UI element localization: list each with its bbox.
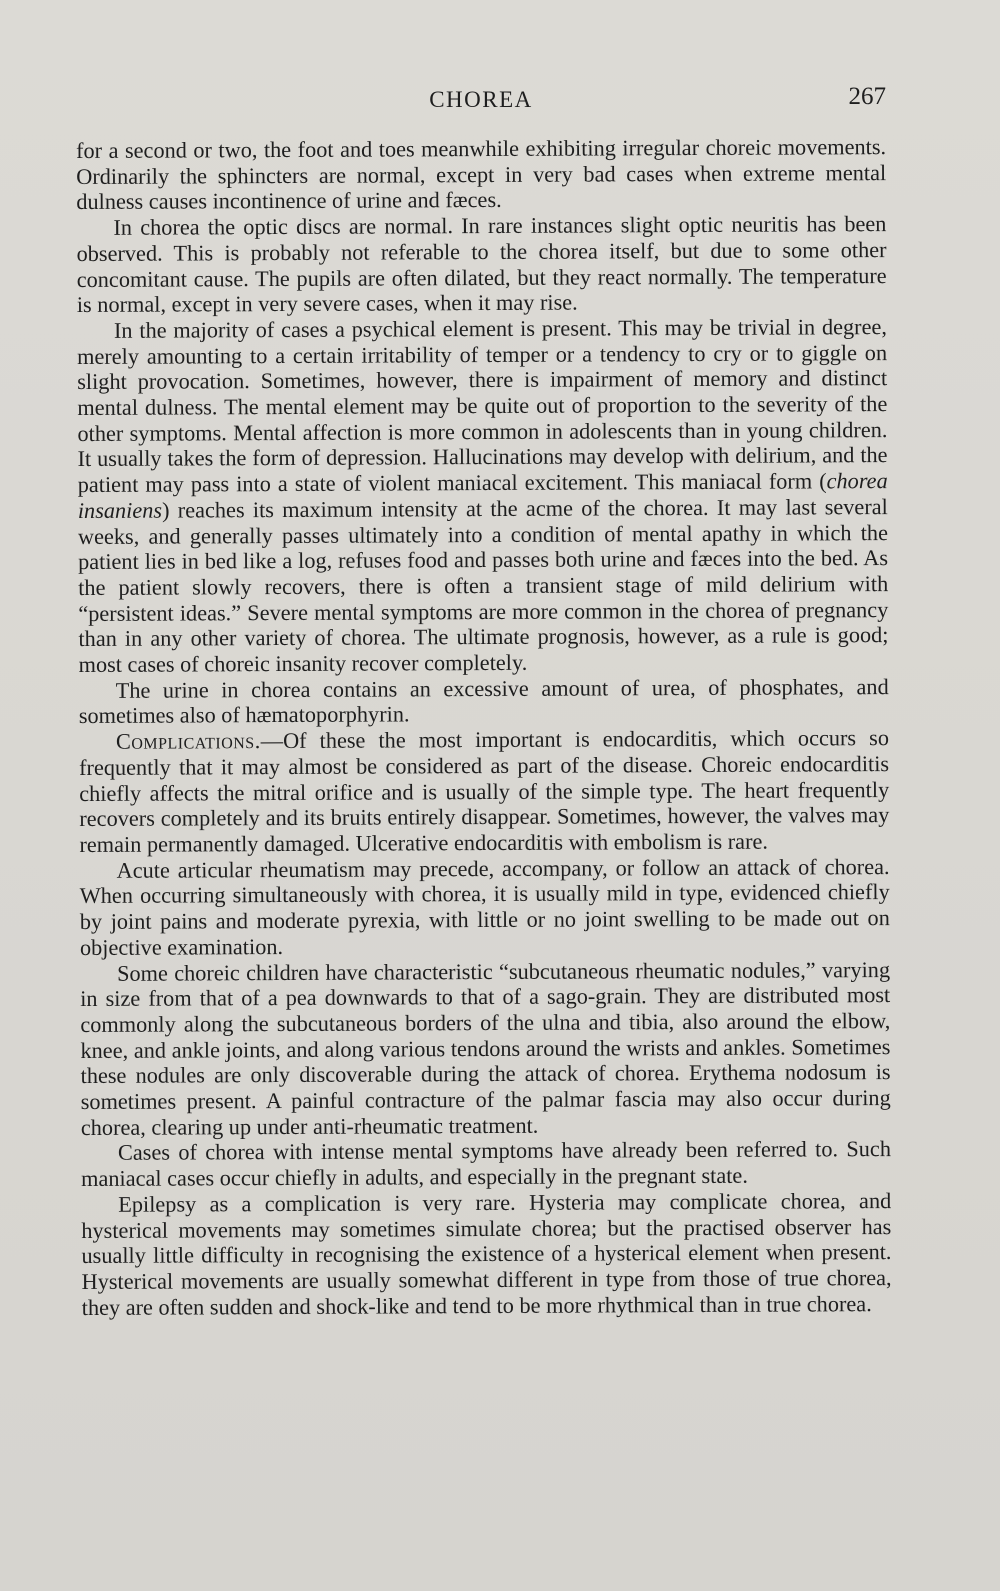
- running-head: [76, 83, 886, 117]
- paragraph-sphincters: for a second or two, the foot and toes meanwhile exhibiting irregular choreic movements. Ordinarily the sphincters are normal, except in very bad cases when extreme mental dulness causes incontinence of urine and fæces.: [76, 134, 887, 215]
- paragraph-text: —Of these the most important is endocarditis, which occurs so frequently that it may almost be considered as part of the disease. Choreic endocarditis chiefly affects the mitral orifice and is usually of the simple type. The heart frequently recovers completely and its bruits entirely disappear. Sometimes, however, the valves may remain permanently damaged. Ulcerative endocarditis with embolism is rare.: [79, 725, 890, 857]
- body-text: [76, 134, 892, 1320]
- paragraph-mental-symptoms: Cases of chorea with intense mental symptoms have already been referred to. Such maniacal cases occur chiefly in adults, and especially in the pregnant state.: [81, 1136, 892, 1192]
- paragraph-epilepsy-hysteria: Epilepsy as a complication is very rare. Hysteria may complicate chorea, and hysterical movements may sometimes simulate chorea; but the practised observer has usually little difficulty in recognising the existence of a hysterical element when present. Hysterical movements are usually somewhat different in type from those of true chorea, they are often sudden and shock-like and tend to be more rhythmical than in true chorea.: [81, 1187, 892, 1320]
- paragraph-urine: The urine in chorea contains an excessive amount of urea, of phosphates, and sometimes also of hæmatoporphyrin.: [78, 673, 889, 729]
- paragraph-psychical-element: [77, 314, 889, 678]
- paragraph-text: ) reaches its maximum intensity at the acme of the chorea. It may last several weeks, and generally passes ultimately into a condition of mental apathy in which the patient lies in bed like a log, refuses food and passes both urine and fæces into the bed. As the patient slowly recovers, there is often a transient stage of mild delirium with “persistent ideas.” Severe mental symptoms are more common in the chorea of pregnancy than in any other variety of chorea. The ultimate prognosis, however, as a rule is good; most cases of choreic insanity recover completely.: [77, 493, 889, 678]
- italic-term: chorea insaniens: [77, 468, 888, 523]
- paragraph-complications: [79, 725, 890, 857]
- paragraph-text: In the majority of cases a psychical element is present. This may be trivial in degree, merely amounting to a certain irritability of temper or a tendency to cry or to giggle on slight provocation. Sometimes, however, there is impairment of memory and distinct mental dulness. The mental element may be quite out of proportion to the severity of the other symptoms. Mental affection is more common in adolescents than in young children. It usually takes the form of depression. Hallucinations may develop with delirium, and the patient may pass into a state of violent maniacal excitement. This maniacal form (: [77, 313, 888, 498]
- paragraph-rheumatism: Acute articular rheumatism may precede, accompany, or follow an attack of chorea. When occurring simultaneously with chorea, it is usually mild in type, evidenced chiefly by joint pains and moderate pyrexia, with little or no joint swelling to be made out on objective examination.: [79, 853, 890, 960]
- chapter-title: CHOREA: [429, 87, 533, 112]
- paragraph-nodules: Some choreic children have characteristic “subcutaneous rheumatic nodules,” varying in size from that of a pea downwards to that of a sago-grain. They are distributed most commonly along the subcutaneous borders of the ulna and tibia, also around the elbow, knee, and ankle joints, and along various tendons around the wrists and ankles. Sometimes these nodules are only discoverable during the attack of chorea. Erythema nodosum is sometimes present. A painful contracture of the palmar fascia may also occur during chorea, clearing up under anti-rheumatic treatment.: [80, 956, 891, 1140]
- paragraph-optic-discs: In chorea the optic discs are normal. In rare instances slight optic neuritis has been observed. This is probably not referable to the chorea itself, but due to some other concomitant cause. The pupils are often dilated, but they react normally. The temperature is normal, except in very severe cases, when it may rise.: [76, 211, 887, 318]
- section-heading-complications: Complications.: [115, 728, 261, 754]
- page-number: 267: [848, 83, 886, 110]
